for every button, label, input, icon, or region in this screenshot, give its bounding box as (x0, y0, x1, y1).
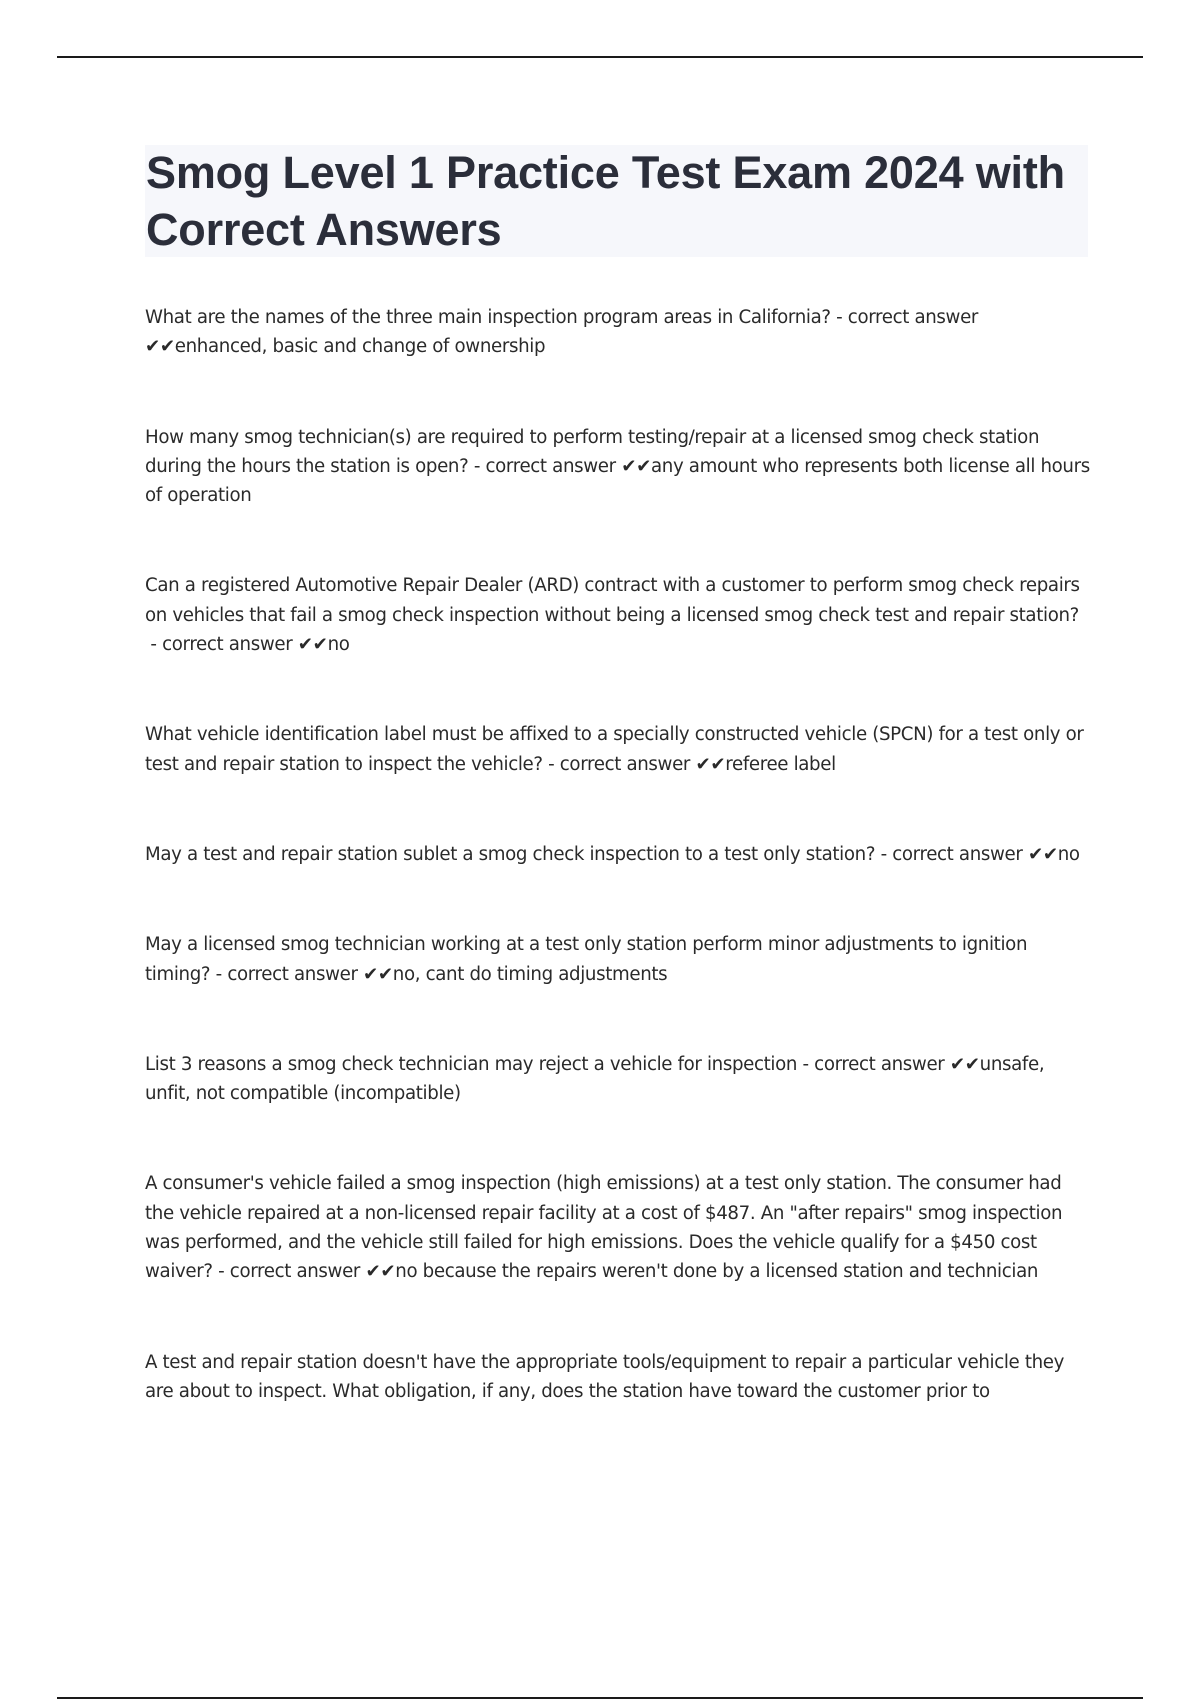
answer-label: correct answer (892, 843, 1023, 865)
answer-label: correct answer (229, 1261, 361, 1283)
checkmark-icon: ✔✔ (365, 1261, 396, 1283)
question-text: List 3 reasons a smog check technician may reject a vehicle for inspection (145, 1053, 798, 1075)
checkmark-icon: ✔✔ (621, 455, 651, 477)
question-text: How many smog technician(s) are required to perform testing/repair at a licensed smog check station during the hours the station is open? (145, 426, 1040, 477)
answer-label: correct answer (847, 307, 979, 328)
checkmark-icon: ✔✔ (145, 336, 175, 358)
answer-text: no (1057, 843, 1080, 865)
answer-text: referee label (725, 753, 836, 775)
header-rule (57, 56, 1143, 58)
answer-text: no because the repairs weren't done by a licensed station and technician (395, 1261, 1039, 1283)
answer-text: unsafe, unfit, not compatible (incompatible) (145, 1053, 1045, 1105)
answer-label: correct answer (227, 963, 358, 985)
answer-label: correct answer (162, 634, 293, 656)
qa-item: May a test and repair station sublet a smog check inspection to a test only station? - correct answer ✔✔no (145, 843, 1080, 865)
footer-rule (57, 1697, 1143, 1699)
answer-label: correct answer (559, 753, 691, 775)
answer-label: correct answer (485, 455, 616, 477)
checkmark-icon: ✔✔ (363, 963, 393, 985)
answer-label: correct answer (814, 1053, 945, 1075)
answer-text: enhanced, basic and change of ownership (174, 336, 546, 358)
answer-text: no, cant do timing adjustments (392, 963, 668, 985)
qa-item: What are the names of the three main inspection program areas in California? - correct answer ✔✔enhanced, basic and change of ownership (145, 307, 979, 358)
qa-item: Can a registered Automotive Repair Dealer (ARD) contract with a customer to perform smog check repairs on vehicles that fail a smog check inspection without being a licensed smog check test and repair station? - correct answer ✔✔no (145, 575, 1080, 656)
qa-item (145, 1348, 1090, 1407)
question-text: May a test and repair station sublet a smog check inspection to a test only station? (145, 843, 876, 865)
qa-item: A consumer's vehicle failed a smog inspection (high emissions) at a test only station. The consumer had the vehicle repaired at a non-licensed repair facility at a cost of $487. An "after repairs" smog inspection was performed, and the vehicle still failed for high emissions. Does the vehicle qualify for a $450 cost waiver? - correct answer ✔✔no because the repairs weren't done by a licensed station and technician (145, 1173, 1063, 1283)
question-text: May a licensed smog technician working at a test only station perform minor adjustments to ignition timing? (145, 934, 1028, 985)
page-title: Smog Level 1 Practice Test Exam 2024 with Correct Answers (146, 147, 1065, 255)
checkmark-icon: ✔✔ (949, 1053, 980, 1075)
answer-text: any amount who represents both license all hours of operation (145, 455, 1090, 507)
qa-item: List 3 reasons a smog check technician may reject a vehicle for inspection - correct answer ✔✔unsafe, unfit, not compatible (incompatible) (145, 1053, 1045, 1105)
question-text: Can a registered Automotive Repair Dealer (ARD) contract with a customer to perform smog check repairs on vehicles that fail a smog check inspection without being a licensed smog check test and repair station? (145, 575, 1080, 626)
question-text: What are the names of the three main inspection program areas in California? (145, 307, 831, 328)
question-text: A consumer's vehicle failed a smog inspection (high emissions) at a test only station. The consumer had the vehicle repaired at a non-licensed repair facility at a cost of $487. An "after repairs" smog inspection was performed, and the vehicle still failed for high emissions. Does the vehicle qualify for a $450 cost waiver? (145, 1173, 1063, 1283)
checkmark-icon: ✔✔ (297, 634, 328, 656)
question-text: A test and repair station doesn't have the appropriate tools/equipment to repair a particular vehicle they are about to inspect. What obligation, if any, does the station have toward the customer prior to (145, 1351, 1065, 1402)
checkmark-icon: ✔✔ (695, 753, 726, 775)
answer-text: no (327, 634, 350, 656)
qa-item: How many smog technician(s) are required to perform testing/repair at a licensed smog check station during the hours the station is open? - correct answer ✔✔any amount who represents both license all hours of operation (145, 426, 1090, 507)
qa-item: What vehicle identification label must be affixed to a specially constructed vehicle (SPCN) for a test only or test and repair station to inspect the vehicle? - correct answer ✔✔referee label (145, 724, 1084, 775)
qa-list (145, 303, 1090, 1406)
question-text: What vehicle identification label must be affixed to a specially constructed vehicle (SPCN) for a test only or test and repair station to inspect the vehicle? (145, 724, 1084, 775)
qa-item: May a licensed smog technician working at a test only station perform minor adjustments to ignition timing? - correct answer ✔✔no, cant do timing adjustments (145, 934, 1028, 985)
checkmark-icon: ✔✔ (1027, 843, 1058, 865)
